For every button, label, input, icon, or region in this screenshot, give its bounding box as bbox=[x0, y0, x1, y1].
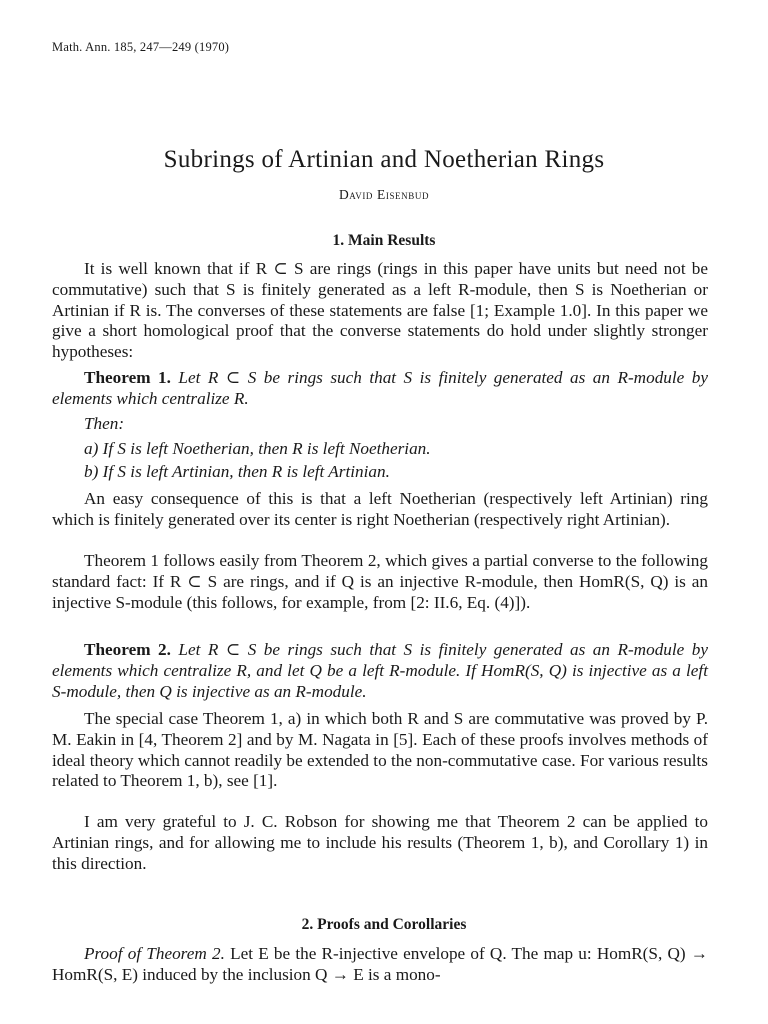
acknowledgement-paragraph: I am very grateful to J. C. Robson for showing me that Theorem 2 can be applied to Artinian rings, and for allowing me to include his results (Theorem 1, b), and Corollary 1) in this direction. bbox=[52, 812, 708, 873]
theorem-1 bbox=[52, 368, 708, 410]
proof-paragraph bbox=[52, 944, 708, 986]
theorem-1-part-a: a) If S is left Noetherian, then R is left Noetherian. bbox=[84, 439, 431, 458]
special-case-paragraph: The special case Theorem 1, a) in which both R and S are commutative was proved by P. M. Eakin in [4, Theorem 2] and by M. Nagata in [5]. Each of these proofs involves methods of ideal theory which cannot readily be extended to the non-commutative case. For various results related to Theorem 1, b), see [1]. bbox=[52, 709, 708, 791]
theorem-1-follows-paragraph: Theorem 1 follows easily from Theorem 2, which gives a partial converse to the following standard fact: If R ⊂ S are rings, and if Q is an injective R-module, then HomR(S, Q) is an injective S-module (this follows, for example, from [2: II.6, Eq. (4)]). bbox=[52, 551, 708, 612]
theorem-2-statement: Let R ⊂ S be rings such that S is finitely generated as an R-module by elements which centralize R, and let Q be a left R-module. If HomR(S, Q) is injective as a left S-module, then Q is injective as an R-module. bbox=[52, 640, 708, 701]
proof-label: Proof of Theorem 2. bbox=[84, 944, 225, 963]
theorem-1-then: Then: bbox=[84, 414, 125, 433]
theorem-1-statement: Let R ⊂ S be rings such that S is finitely generated as an R-module by elements which centralize R. bbox=[52, 368, 708, 408]
theorem-2-label: Theorem 2. bbox=[84, 640, 171, 659]
theorem-2 bbox=[52, 640, 708, 702]
theorem-1-label: Theorem 1. bbox=[84, 368, 171, 387]
proof-text: Let E be the R-injective envelope of Q. The map u: HomR(S, Q) → HomR(S, E) induced by the inclusion Q → E is a mono- bbox=[52, 944, 708, 984]
consequence-paragraph: An easy consequence of this is that a left Noetherian (respectively left Artinian) ring which is finitely generated over its center is right Noetherian (respectively right Artinian). bbox=[52, 489, 708, 529]
section-heading-main-results: 1. Main Results bbox=[332, 232, 436, 249]
journal-citation: Math. Ann. 185, 247—249 (1970) bbox=[52, 40, 230, 54]
theorem-1-part-b: b) If S is left Artinian, then R is left Artinian. bbox=[84, 462, 390, 481]
author-name: David Eisenbud bbox=[338, 187, 430, 202]
section-heading-proofs: 2. Proofs and Corollaries bbox=[301, 916, 467, 933]
intro-paragraph: It is well known that if R ⊂ S are rings (rings in this paper have units but need not be commutative) such that S is finitely generated as a left R-module, then S is Noetherian or Artinian if R is. The converses of these statements are false [1; Example 1.0]. In this paper we give a short homological proof that the converse statements do hold under slightly stronger hypotheses: bbox=[52, 259, 708, 362]
paper-title: Subrings of Artinian and Noetherian Rings bbox=[163, 146, 605, 173]
